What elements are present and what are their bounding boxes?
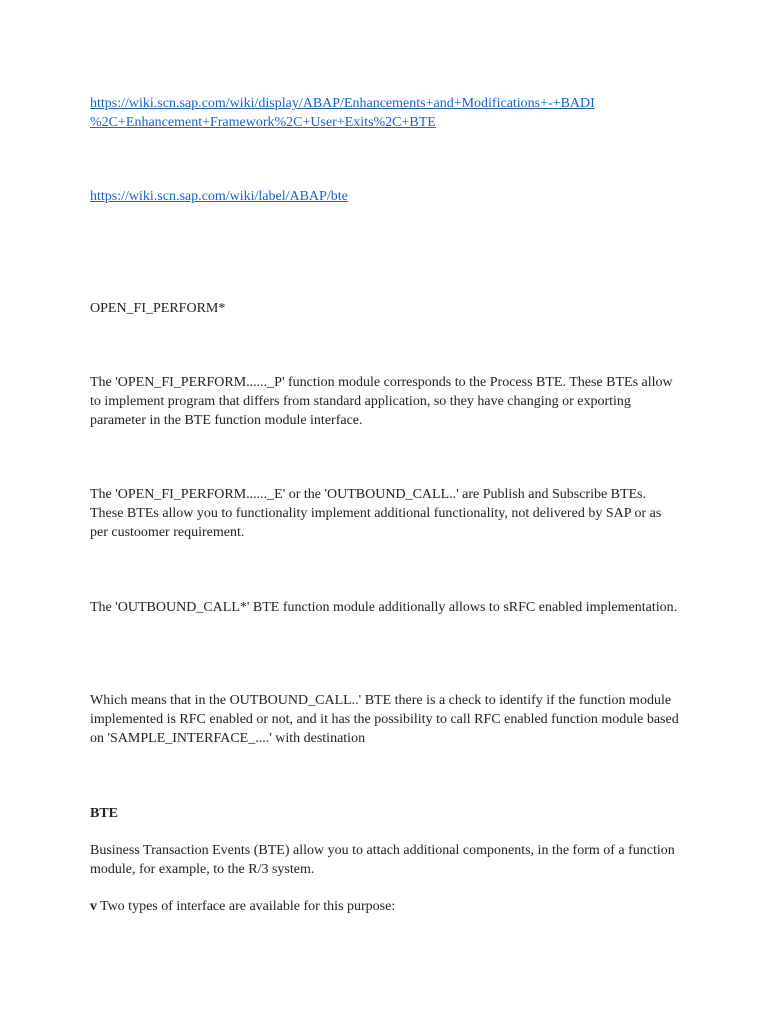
section-title: OPEN_FI_PERFORM* [90,301,226,316]
paragraph-outbound-call: The 'OUTBOUND_CALL*' BTE function module additionally allows to sRFC enabled implementation. [90,600,678,615]
wiki-link-enhancements[interactable] [90,94,680,132]
paragraph-bte-definition: Business Transaction Events (BTE) allow you to attach additional components, in the form of a function module, for example, to the R/3 system. [90,843,675,877]
bullet-item [90,897,680,916]
bullet-text: Two types of interface are available for this purpose: [100,899,396,914]
link-line: %2C+Enhancement+Framework%2C+User+Exits%2C+BTE [90,115,436,130]
paragraph-publish-subscribe: The 'OPEN_FI_PERFORM......_E' or the 'OUTBOUND_CALL..' are Publish and Subscribe BTEs. These BTEs allow you to functionality implement additional functionality, not delivered by SAP or as per custoomer requirement. [90,487,662,540]
bullet-icon: v [90,899,97,914]
link-line: https://wiki.scn.sap.com/wiki/label/ABAP/bte [90,189,348,204]
paragraph-rfc-check: Which means that in the OUTBOUND_CALL..' BTE there is a check to identify if the function module implemented is RFC enabled or not, and it has the possibility to call RFC enabled function module based on 'SAMPLE_INTERFACE_....' with destination [90,693,679,746]
wiki-link-bte-label[interactable] [90,187,680,206]
paragraph-process-bte: The 'OPEN_FI_PERFORM......_P' function module corresponds to the Process BTE. These BTEs allow to implement program that differs from standard application, so they have changing or exporting parameter in the BTE function module interface. [90,375,673,428]
link-line: https://wiki.scn.sap.com/wiki/display/ABAP/Enhancements+and+Modifications+-+BADI [90,96,595,111]
bte-heading: BTE [90,806,119,821]
